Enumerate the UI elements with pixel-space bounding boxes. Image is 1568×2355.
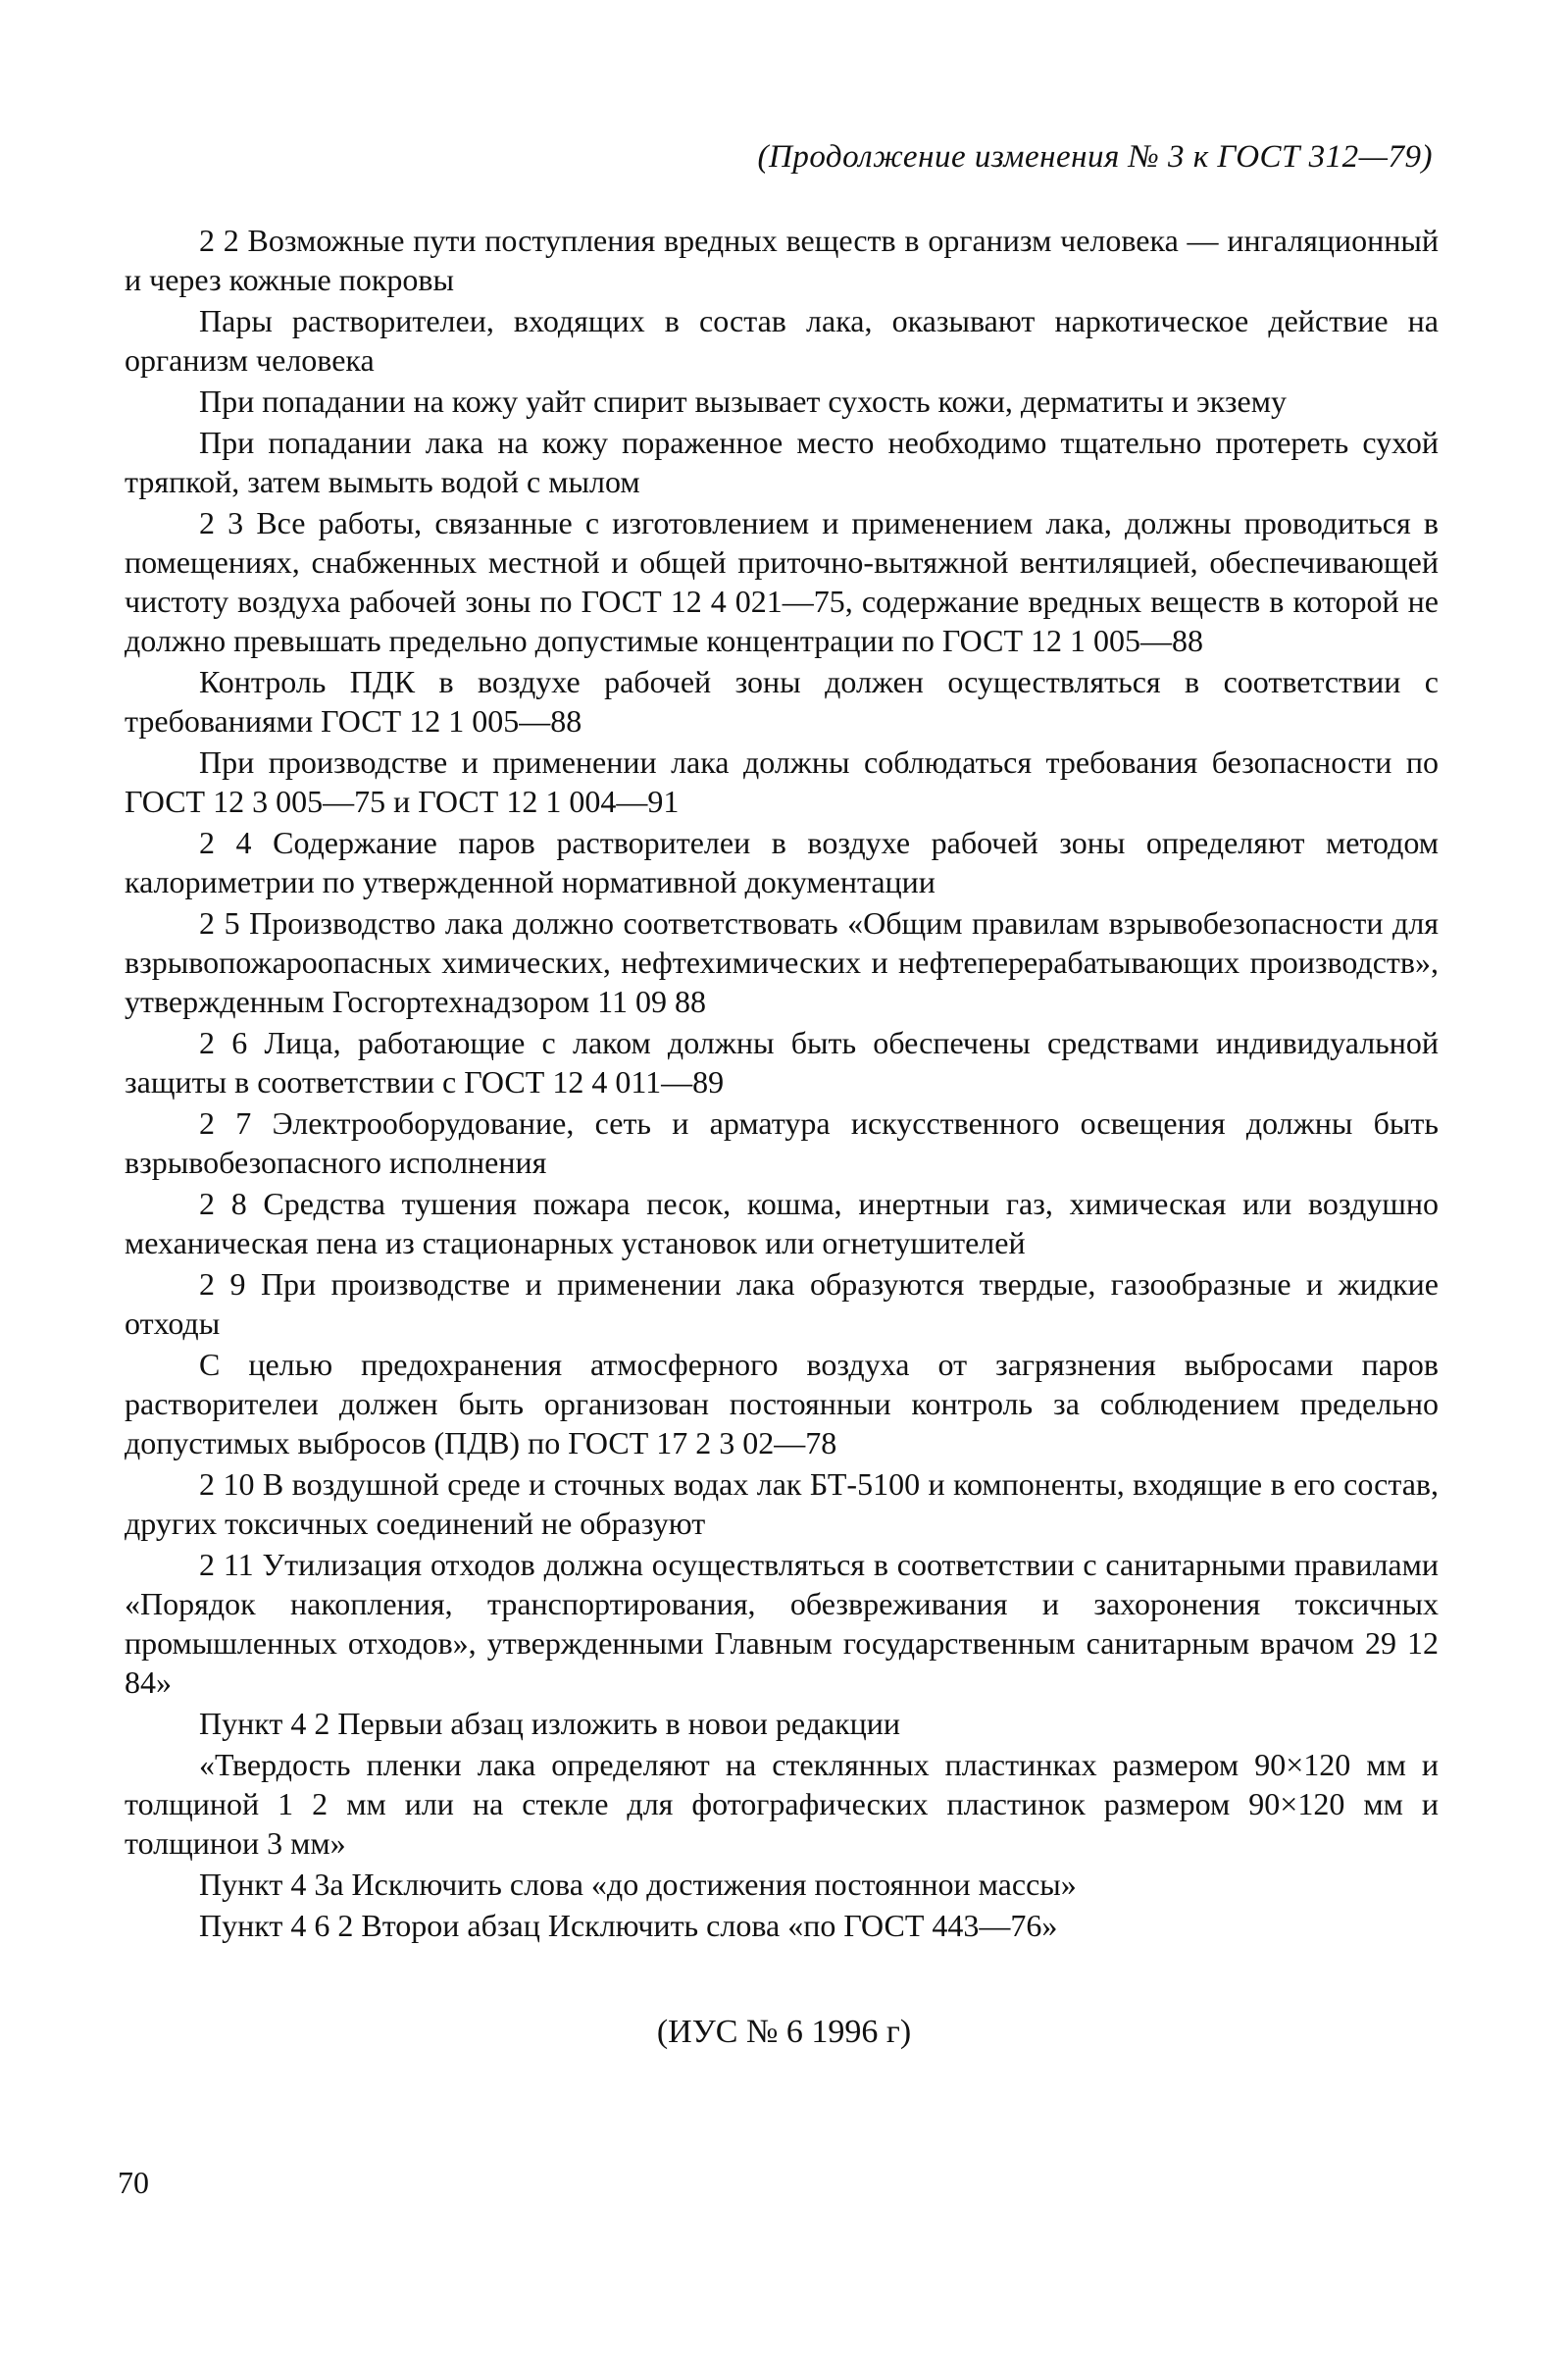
paragraph: 2 7 Электрооборудование, сеть и арматура искусственного освещения должны быть взрывобезопасного исполнения — [125, 1105, 1439, 1180]
paragraph: Пункт 4 2 Первыи абзац изложить в новои редакции — [199, 1706, 901, 1741]
paragraph: С целью предохранения атмосферного воздуха от загрязнения выбросами паров растворителеи должен быть организован постоянныи контроль за соблюдением предельно допустимых выбросов (ПДВ) по ГОСТ 17 2 3 02—78 — [125, 1347, 1439, 1460]
paragraph: «Твердость пленки лака определяют на стеклянных пластинках размером 90×120 мм и толщиной 1 2 мм или на стекле для фотографических пластинок размером 90×120 мм и толщинои 3 мм» — [125, 1747, 1439, 1861]
document-body — [125, 221, 1439, 1947]
paragraph: При производстве и применении лака должны соблюдаться требования безопасности по ГОСТ 12 3 005—75 и ГОСТ 12 1 004—91 — [125, 744, 1439, 819]
paragraph: 2 2 Возможные пути поступления вредных веществ в организм человека — ингаляционный и через кожные покровы — [125, 223, 1439, 297]
paragraph: 2 9 При производстве и применении лака образуются твердые, газообразные и жидкие отходы — [125, 1266, 1439, 1341]
page-number: 70 — [118, 2165, 149, 2200]
paragraph: Пункт 4 6 2 Второи абзац Исключить слова «по ГОСТ 443—76» — [199, 1908, 1058, 1943]
page-header: (Продолжение изменения № 3 к ГОСТ 312—79) — [757, 139, 1433, 175]
paragraph: При попадании лака на кожу пораженное место необходимо тщательно протереть сухой тряпкой, затем вымыть водой с мылом — [125, 425, 1439, 499]
paragraph: Контроль ПДК в воздухе рабочей зоны должен осуществляться в соответствии с требованиями ГОСТ 12 1 005—88 — [125, 664, 1439, 739]
paragraph: 2 8 Средства тушения пожара песок, кошма, инертныи газ, химическая или воздушно механическая пена из стационарных установок или огнетушителей — [125, 1186, 1439, 1260]
paragraph: 2 5 Производство лака должно соответствовать «Общим правилам взрывобезопасности для взрывопожароопасных химических, нефтехимических и нефтеперерабатывающих производств», утвержденным Госгортехнадзором 11 09 88 — [125, 905, 1439, 1019]
paragraph: 2 11 Утилизация отходов должна осуществляться в соответствии с санитарными правилами «Порядок накопления, транспортирования, обезвреживания и захоронения токсичных промышленных отходов», утвержденными Главным государственным санитарным врачом 29 12 84» — [125, 1547, 1439, 1700]
paragraph: Пары растворителеи, входящих в состав лака, оказывают наркотическое действие на организм человека — [125, 303, 1439, 378]
paragraph: 2 3 Все работы, связанные с изготовлением и применением лака, должны проводиться в помещениях, снабженных местной и общей приточно-вытяжной вентиляцией, обеспечивающей чистоту воздуха рабочей зоны по ГОСТ 12 4 021—75, содержание вредных веществ в которой не должно превышать предельно допустимые концентрации по ГОСТ 12 1 005—88 — [125, 505, 1439, 658]
paragraph: 2 4 Содержание паров растворителеи в воздухе рабочей зоны определяют методом калориметрии по утвержденной нормативной документации — [125, 825, 1439, 899]
paragraph: 2 10 В воздушной среде и сточных водах лак БТ-5100 и компоненты, входящие в его состав, других токсичных соединений не образуют — [125, 1466, 1439, 1541]
paragraph: Пункт 4 3а Исключить слова «до достижения постояннои массы» — [199, 1867, 1077, 1902]
paragraph: 2 6 Лица, работающие с лаком должны быть обеспечены средствами индивидуальной защиты в соответствии с ГОСТ 12 4 011—89 — [125, 1025, 1439, 1100]
paragraph: При попадании на кожу уайт спирит вызывает сухость кожи, дерматиты и экзему — [199, 384, 1287, 419]
publication-reference: (ИУС № 6 1996 г) — [656, 2014, 912, 2050]
